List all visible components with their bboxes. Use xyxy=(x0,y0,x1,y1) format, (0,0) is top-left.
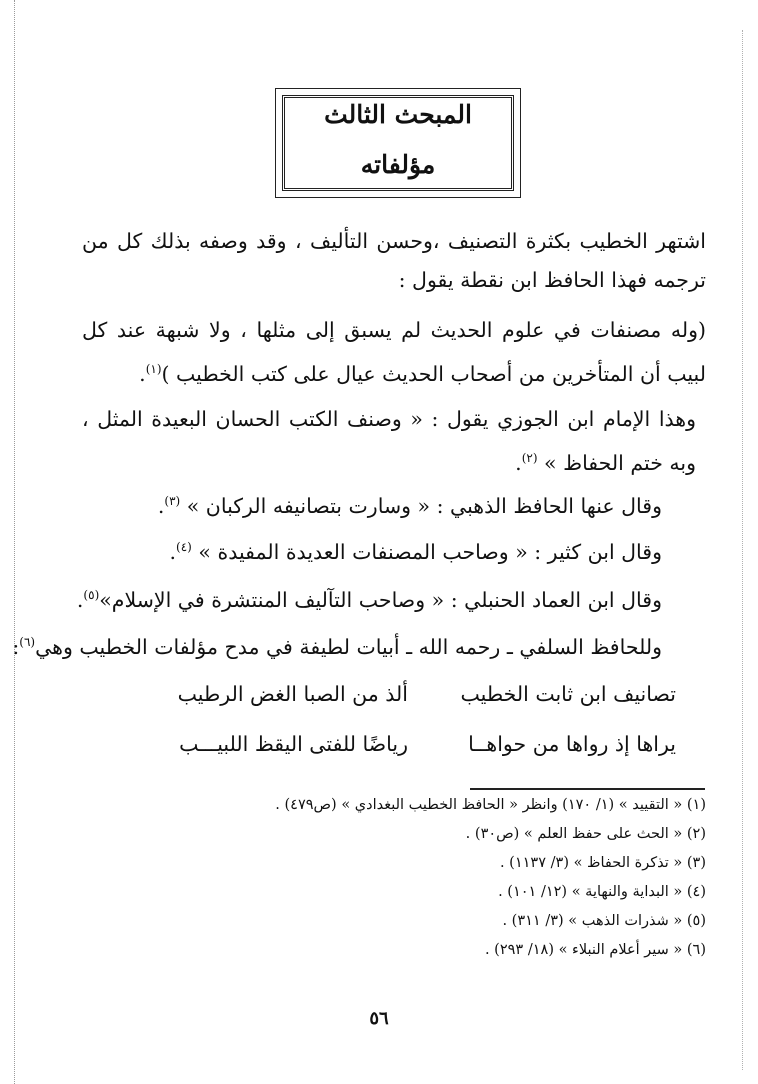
ibn-imad-quote-text: وقال ابن العماد الحنبلي : « وصاحب التآليف المنتشرة في الإسلام» xyxy=(99,588,662,612)
ibn-kathir-quote-text: وقال ابن كثير : « وصاحب المصنفات العديدة المفيدة » xyxy=(198,540,662,564)
section-title: المبحث الثالث xyxy=(324,100,472,129)
footnote-separator xyxy=(470,788,705,790)
footnote-ref-5: (٥) xyxy=(83,588,100,603)
ibn-jawzi-quote xyxy=(82,400,696,483)
page-number: ٥٦ xyxy=(369,1008,389,1029)
section-subtitle: مؤلفاته xyxy=(360,150,436,179)
section-title-inner-frame xyxy=(282,95,514,191)
footnote-6: (٦) « سير أعلام النبلاء » (١٨/ ٢٩٣) . xyxy=(484,942,706,958)
ibn-imad-quote-end: . xyxy=(76,588,84,612)
scan-edge-left xyxy=(14,0,15,1084)
poem-verse-1-second-hemistich: ألذ من الصبا الغض الرطيب xyxy=(177,682,408,706)
ibn-imad-quote xyxy=(77,588,662,612)
dhahabi-quote-end: . xyxy=(157,494,165,518)
poem-intro-text: وللحافظ السلفي ـ رحمه الله ـ أبيات لطيفة في مدح مؤلفات الخطيب وهي xyxy=(35,635,662,659)
scan-edge-right xyxy=(742,30,743,1070)
ibn-nuqta-quote-text: (وله مصنفات في علوم الحديث لم يسبق إلى مثلها ، ولا شبهة عند كل لبيب أن المتأخرين من أصحاب الحديث عيال على كتب الخطيب ) xyxy=(82,318,706,386)
ibn-kathir-quote-end: . xyxy=(169,540,177,564)
footnote-ref-1: (١) xyxy=(145,362,162,376)
footnote-ref-2: (٢) xyxy=(521,451,538,465)
intro-text: اشتهر الخطيب بكثرة التصنيف ،وحسن التأليف ، وقد وصفه بذلك كل من ترجمه فهذا الحافظ ابن نقطة يقول : xyxy=(82,229,706,292)
footnote-5: (٥) « شذرات الذهب » (٣/ ٣١١) . xyxy=(502,913,706,929)
ibn-nuqta-quote xyxy=(82,311,706,394)
dhahabi-quote-text: وقال عنها الحافظ الذهبي : « وسارت بتصانيفه الركبان » xyxy=(186,494,662,518)
poem-verse-2-second-hemistich: رياضًا للفتى اليقظ اللبيـــب xyxy=(179,732,408,756)
poem-intro xyxy=(12,635,662,659)
ibn-jawzi-quote-end: . xyxy=(515,450,522,475)
footnote-2: (٢) « الحث على حفظ العلم » (ص٣٠) . xyxy=(465,826,706,842)
poem-verse-2-first-hemistich: يراها إذ رواها من حواهــا xyxy=(468,732,676,756)
footnote-ref-3: (٣) xyxy=(164,494,181,509)
poem-verse-1-first-hemistich: تصانيف ابن ثابت الخطيب xyxy=(460,682,676,706)
intro-paragraph xyxy=(82,222,706,300)
poem-intro-end: : xyxy=(12,635,20,659)
footnote-1: (١) « التقييد » (١/ ١٧٠) وانظر « الحافظ الخطيب البغدادي » (ص٤٧٩) . xyxy=(275,797,706,813)
section-title-frame xyxy=(275,88,521,198)
footnote-4: (٤) « البداية والنهاية » (١٢/ ١٠١) . xyxy=(498,884,706,900)
footnote-ref-4: (٤) xyxy=(176,540,192,555)
dhahabi-quote xyxy=(158,494,662,518)
ibn-kathir-quote xyxy=(170,540,663,564)
ibn-nuqta-quote-end: . xyxy=(139,361,146,386)
ibn-jawzi-quote-text: وهذا الإمام ابن الجوزي يقول : « وصنف الكتب الحسان البعيدة المثل ، وبه ختم الحفاظ » xyxy=(82,407,696,475)
footnote-ref-6: (٦) xyxy=(19,635,36,650)
footnote-3: (٣) « تذكرة الحفاظ » (٣/ ١١٣٧) . xyxy=(499,855,706,871)
